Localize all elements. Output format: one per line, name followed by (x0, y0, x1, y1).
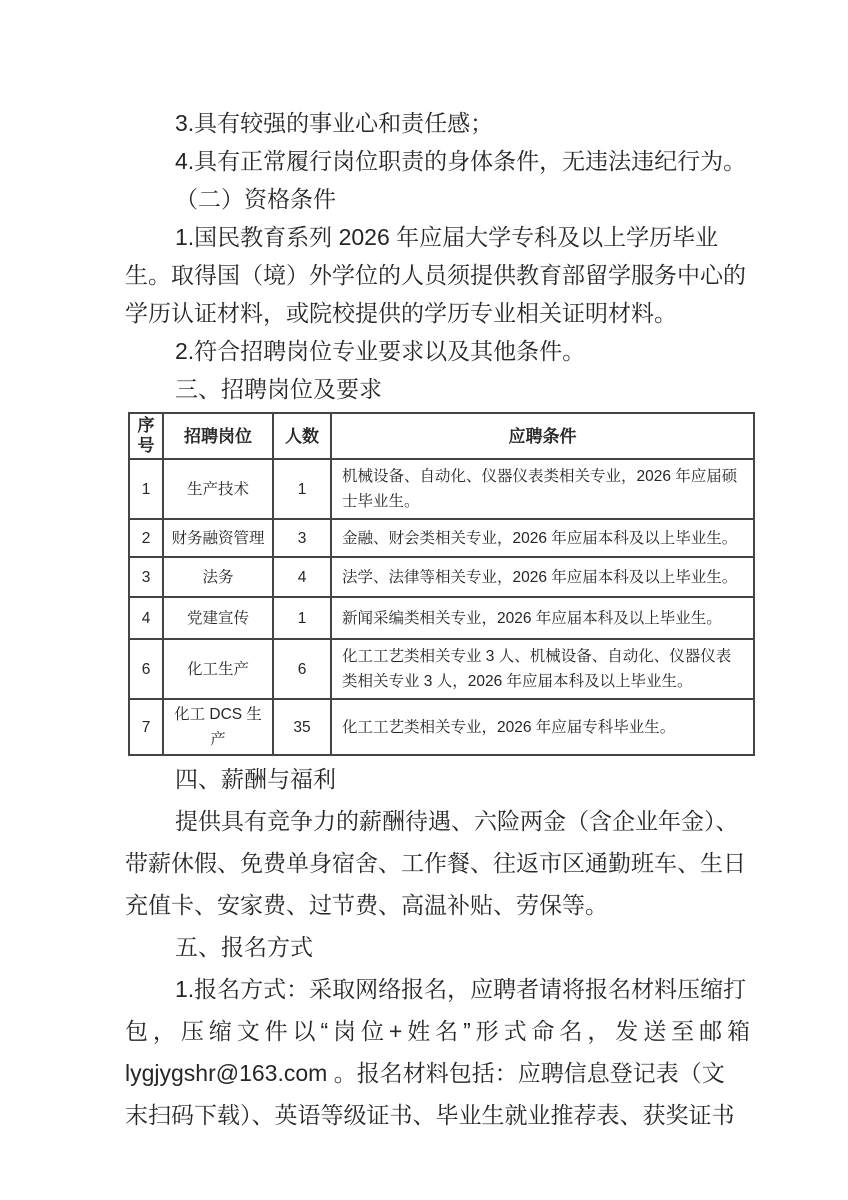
cell-conditions: 机械设备、自动化、仪器仪表类相关专业，2026 年应届硕士毕业生。 (331, 459, 754, 519)
cell-position: 化工生产 (163, 639, 273, 699)
table-row (129, 699, 754, 755)
column-header-conditions: 应聘条件 (331, 413, 754, 459)
requirement-item-3: 3.具有较强的事业心和责任感； (175, 110, 494, 136)
application-paragraph-line: 末扫码下载）、英语等级证书、毕业生就业推荐表、获奖证书 (125, 1102, 735, 1128)
qualification-paragraph-line: 生。取得国（境）外学位的人员须提供教育部留学服务中心的 (125, 262, 746, 288)
cell-seq: 3 (129, 557, 163, 597)
cell-conditions: 法学、法律等相关专业，2026 年应届本科及以上毕业生。 (331, 557, 754, 597)
cell-position: 法务 (163, 557, 273, 597)
cell-count: 4 (273, 557, 331, 597)
cell-position: 党建宣传 (163, 597, 273, 639)
table-row (129, 639, 754, 699)
section-heading-application: 五、报名方式 (175, 934, 313, 960)
subsection-heading-qualifications: （二）资格条件 (175, 186, 336, 212)
cell-count: 35 (273, 699, 331, 755)
cell-conditions: 化工工艺类相关专业 3 人、机械设备、自动化、仪器仪表类相关专业 3 人，2026 年应届本科及以上毕业生。 (331, 639, 754, 699)
application-line-email: lygjygshr@163.com 。报名材料包括：应聘信息登记表（文 (125, 1060, 725, 1086)
column-header-seq: 序号 (129, 413, 163, 459)
column-header-count: 人数 (273, 413, 331, 459)
cell-seq: 4 (129, 597, 163, 639)
compensation-paragraph-line: 带薪休假、免费单身宿舍、工作餐、往返市区通勤班车、生日 (125, 850, 746, 876)
compensation-paragraph-line: 充值卡、安家费、过节费、高温补贴、劳保等。 (125, 892, 608, 918)
application-paragraph-line: 包，压缩文件以“岗位+姓名”形式命名，发送至邮箱 (125, 1018, 750, 1044)
section-heading-compensation: 四、薪酬与福利 (175, 766, 336, 792)
cell-count: 3 (273, 519, 331, 557)
qualification-item-2: 2.符合招聘岗位专业要求以及其他条件。 (175, 338, 586, 364)
cell-position: 财务融资管理 (163, 519, 273, 557)
section-heading-positions: 三、招聘岗位及要求 (175, 376, 382, 402)
compensation-paragraph-line: 提供具有竞争力的薪酬待遇、六险两金（含企业年金）、 (175, 808, 739, 834)
table-row (129, 519, 754, 557)
cell-count: 1 (273, 459, 331, 519)
recruitment-positions-table (128, 412, 755, 756)
cell-conditions: 化工工艺类相关专业，2026 年应届专科毕业生。 (331, 699, 754, 755)
cell-conditions: 新闻采编类相关专业，2026 年应届本科及以上毕业生。 (331, 597, 754, 639)
cell-count: 1 (273, 597, 331, 639)
qualifications-section (125, 104, 750, 408)
cell-seq: 6 (129, 639, 163, 699)
cell-seq: 7 (129, 699, 163, 755)
cell-conditions: 金融、财会类相关专业，2026 年应届本科及以上毕业生。 (331, 519, 754, 557)
cell-seq: 2 (129, 519, 163, 557)
column-header-position: 招聘岗位 (163, 413, 273, 459)
cell-seq: 1 (129, 459, 163, 519)
table-row (129, 459, 754, 519)
cell-position: 化工 DCS 生产 (163, 699, 273, 755)
table-row (129, 557, 754, 597)
qualification-paragraph-line: 1.国民教育系列 2026 年应届大学专科及以上学历毕业 (175, 224, 719, 250)
table-header-row (129, 413, 754, 459)
benefits-and-application-section (125, 758, 750, 1136)
application-paragraph-line: 1.报名方式：采取网络报名，应聘者请将报名材料压缩打 (175, 976, 747, 1002)
cell-count: 6 (273, 639, 331, 699)
cell-position: 生产技术 (163, 459, 273, 519)
requirement-item-4: 4.具有正常履行岗位职责的身体条件，无违法违纪行为。 (175, 148, 747, 174)
table-row (129, 597, 754, 639)
qualification-paragraph-line: 学历认证材料，或院校提供的学历专业相关证明材料。 (125, 300, 677, 326)
